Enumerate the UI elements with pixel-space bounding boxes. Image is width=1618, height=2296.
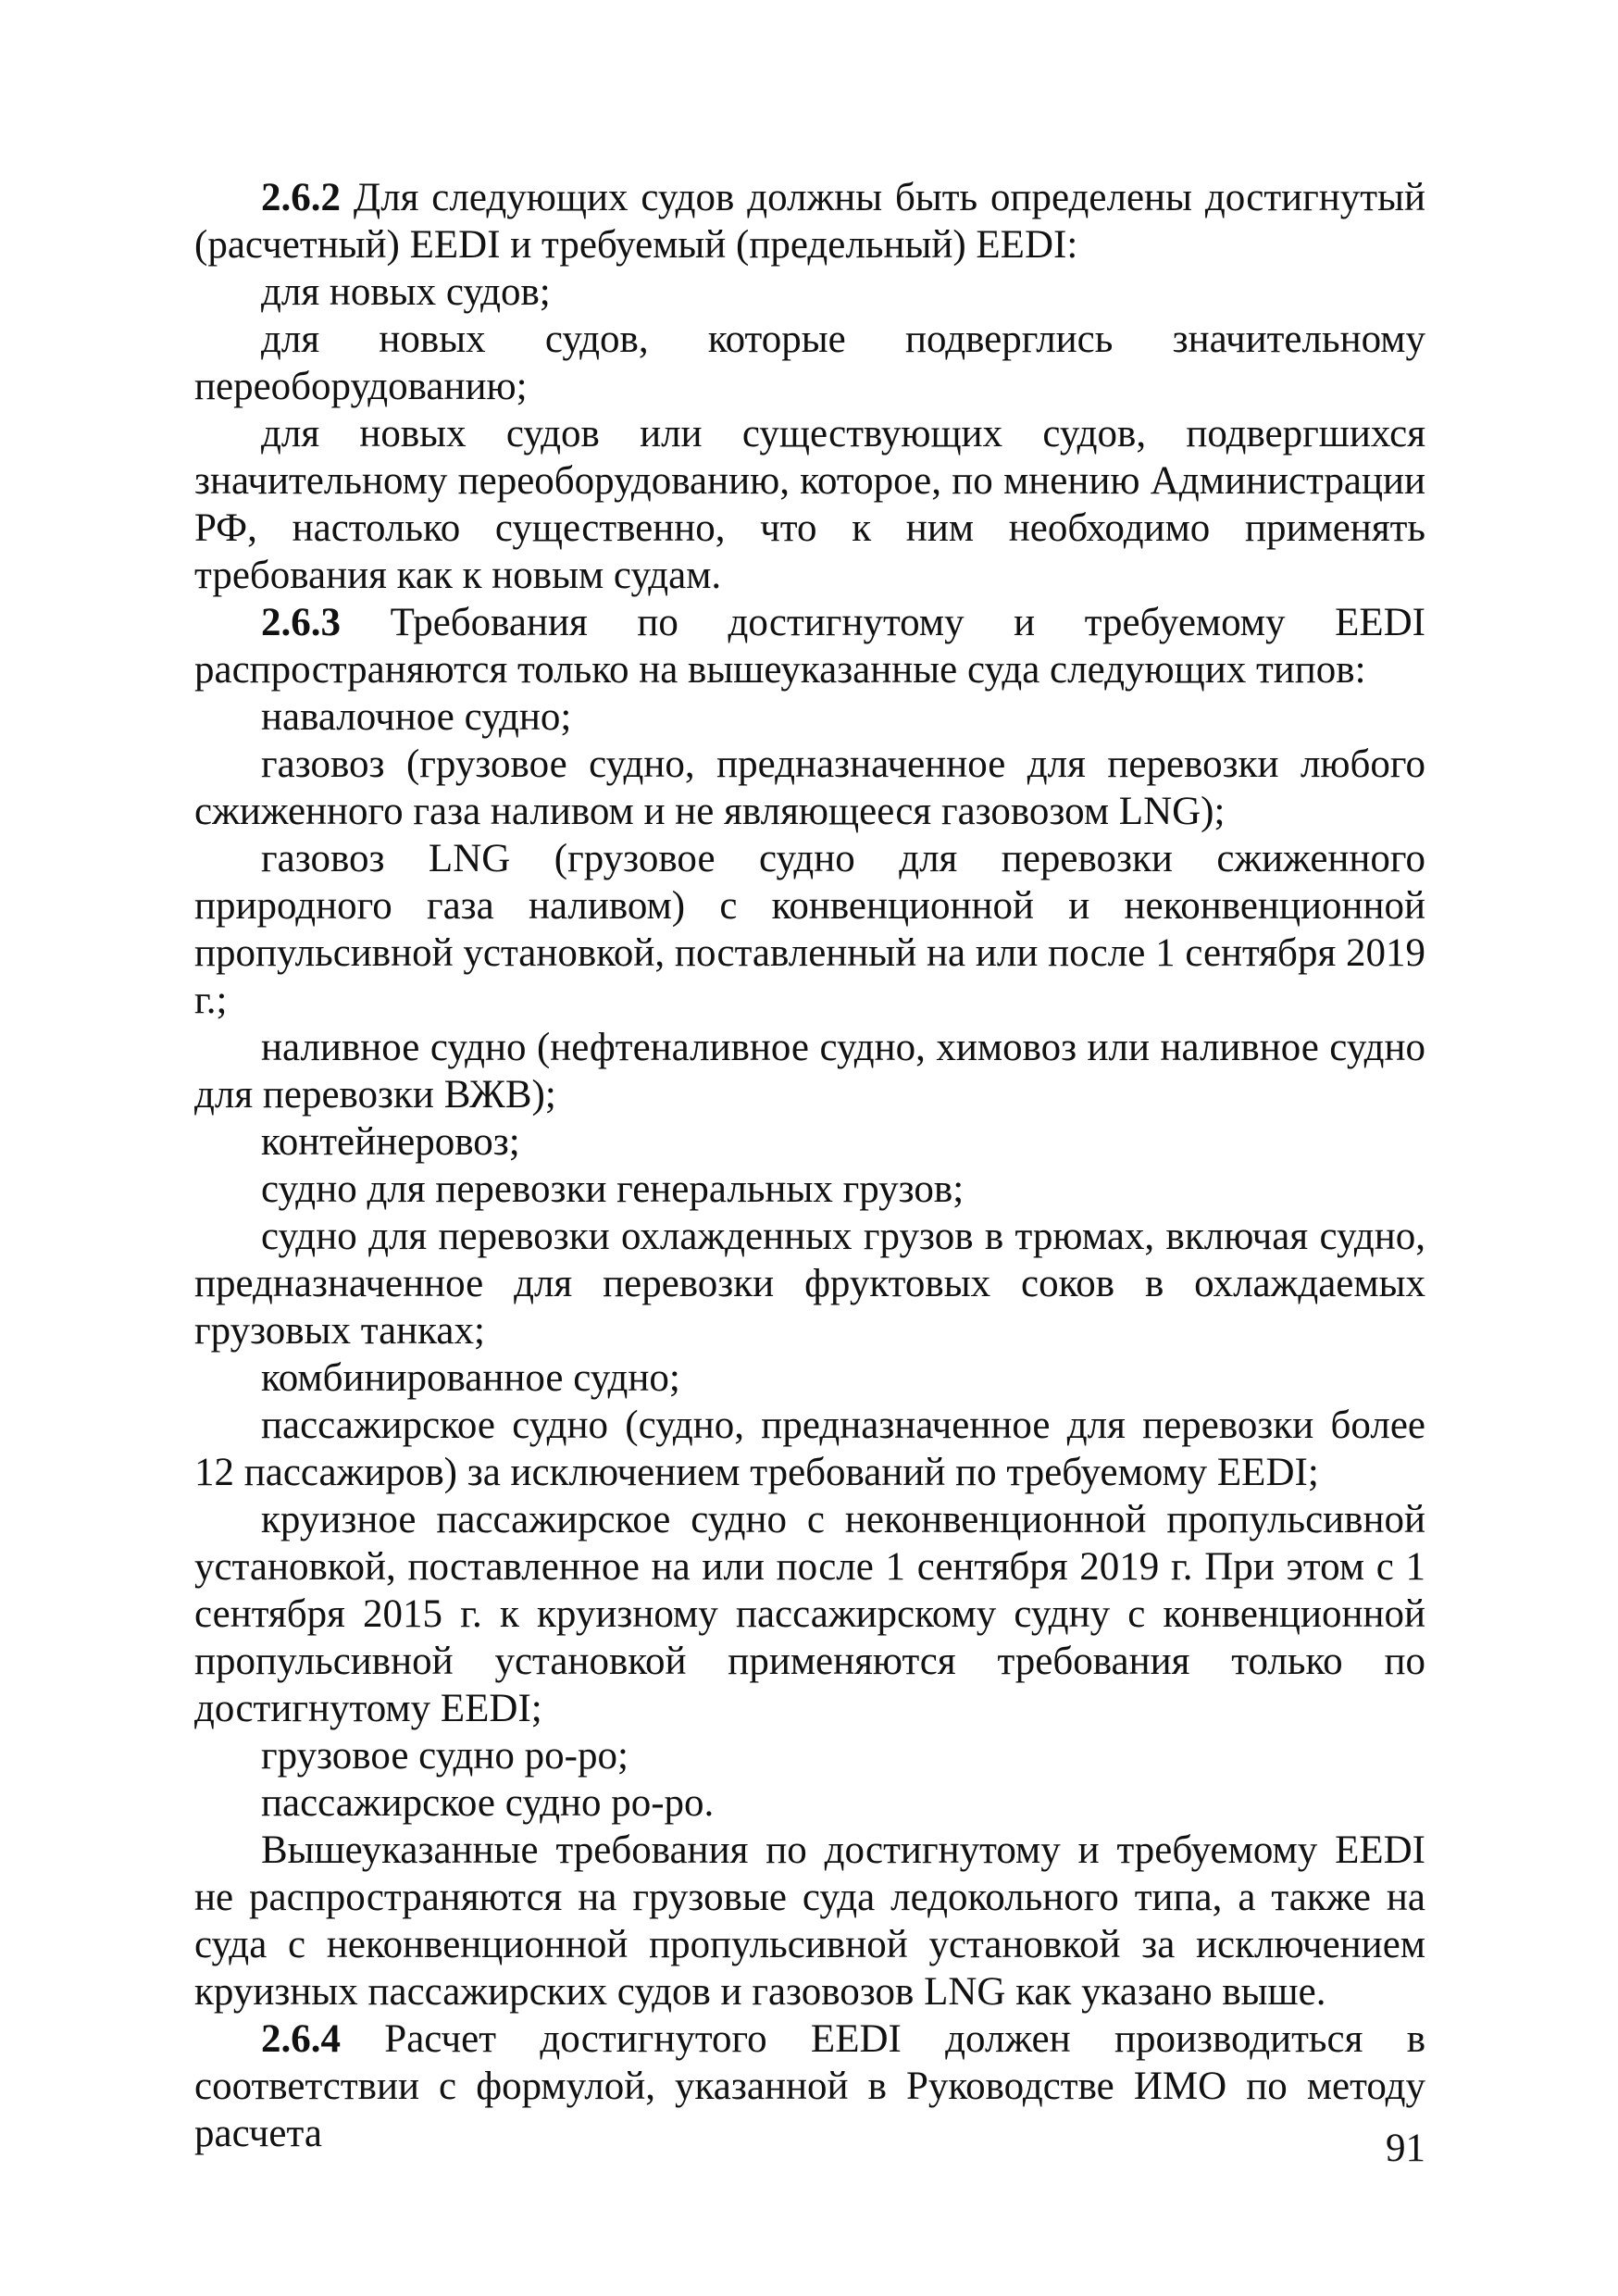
paragraph-text: Требования по достигнутому и требуемому EEDI распространяются только на вышеуказанные суда следующих типов: <box>194 601 1425 692</box>
list-item <box>194 316 1425 410</box>
clause-number: 2.6.4 <box>261 2017 341 2061</box>
paragraph-text: для новых судов, которые подверглись значительному переоборудованию; <box>194 318 1425 408</box>
paragraph-text: наливное судно (нефтеналивное судно, химовоз или наливное судно для перевозки ВЖВ); <box>194 1026 1425 1117</box>
paragraph-text: судно для перевозки генеральных грузов; <box>261 1167 965 1211</box>
list-item <box>194 835 1425 1024</box>
paragraph-text: Расчет достигнутого EEDI должен производиться в соответствии с формулой, указанной в Руководстве ИМО по методу расчета <box>194 2017 1425 2155</box>
list-item <box>194 1166 1425 1213</box>
list-item <box>194 1732 1425 1779</box>
paragraph-2-6-3 <box>194 599 1425 693</box>
paragraph-text: газовоз LNG (грузовое судно для перевозки сжиженного природного газа наливом) с конвенционной и неконвенционной пропульсивной установкой, поставленный на или после 1 сентября 2019 г.; <box>194 837 1425 1022</box>
text-block <box>194 174 1425 2157</box>
paragraph-2-6-2 <box>194 174 1425 268</box>
list-item <box>194 1354 1425 1402</box>
paragraph-text: газовоз (грузовое судно, предназначенное для перевозки любого сжиженного газа наливом и не являющееся газовозом LNG); <box>194 742 1425 833</box>
list-item <box>194 1402 1425 1496</box>
list-item <box>194 1213 1425 1354</box>
paragraph-text: Вышеуказанные требования по достигнутому и требуемому EEDI не распространяются на грузовые суда ледокольного типа, а также на суда с неконвенционной пропульсивной установкой за исключением круизных пассажирских судов и газовозов LNG как указано выше. <box>194 1828 1425 2014</box>
paragraph-text: комбинированное судно; <box>261 1356 680 1400</box>
paragraph-text: контейнеровоз; <box>261 1120 520 1164</box>
paragraph-text: навалочное судно; <box>261 695 572 739</box>
clause-number: 2.6.2 <box>261 176 341 219</box>
clause-number: 2.6.3 <box>261 601 341 644</box>
list-item <box>194 1496 1425 1732</box>
list-item <box>194 1779 1425 1827</box>
paragraph-text: пассажирское судно ро-ро. <box>261 1781 715 1825</box>
paragraph-text: круизное пассажирское судно с неконвенционной пропульсивной установкой, поставленное на или после 1 сентября 2019 г. При этом с 1 сентября 2015 г. к круизному пассажирскому судну с конвенционной пропульсивной установкой применяются требования только по достигнутому EEDI; <box>194 1498 1425 1730</box>
paragraph-text: судно для перевозки охлажденных грузов в трюмах, включая судно, предназначенное для перевозки фруктовых соков в охлаждаемых грузовых танках; <box>194 1215 1425 1353</box>
paragraph-2-6-4 <box>194 2015 1425 2157</box>
document-page <box>194 0 1425 2296</box>
paragraph-text: для новых судов; <box>261 270 551 314</box>
paragraph-text: грузовое судно ро-ро; <box>261 1734 629 1778</box>
paragraph-text: Для следующих судов должны быть определены достигнутый (расчетный) EEDI и требуемый (предельный) EEDI: <box>194 176 1425 267</box>
page-number: 91 <box>1386 2127 1425 2170</box>
list-item <box>194 1024 1425 1118</box>
list-item <box>194 1118 1425 1166</box>
list-item <box>194 410 1425 599</box>
list-item <box>194 741 1425 835</box>
paragraph-text: для новых судов или существующих судов, подвергшихся значительному переоборудованию, которое, по мнению Администрации РФ, настолько существенно, что к ним необходимо применять требования как к новым судам. <box>194 412 1425 597</box>
paragraph <box>194 1827 1425 2015</box>
paragraph-text: пассажирское судно (судно, предназначенное для перевозки более 12 пассажиров) за исключением требований по требуемому EEDI; <box>194 1404 1425 1494</box>
list-item <box>194 693 1425 741</box>
list-item <box>194 268 1425 316</box>
